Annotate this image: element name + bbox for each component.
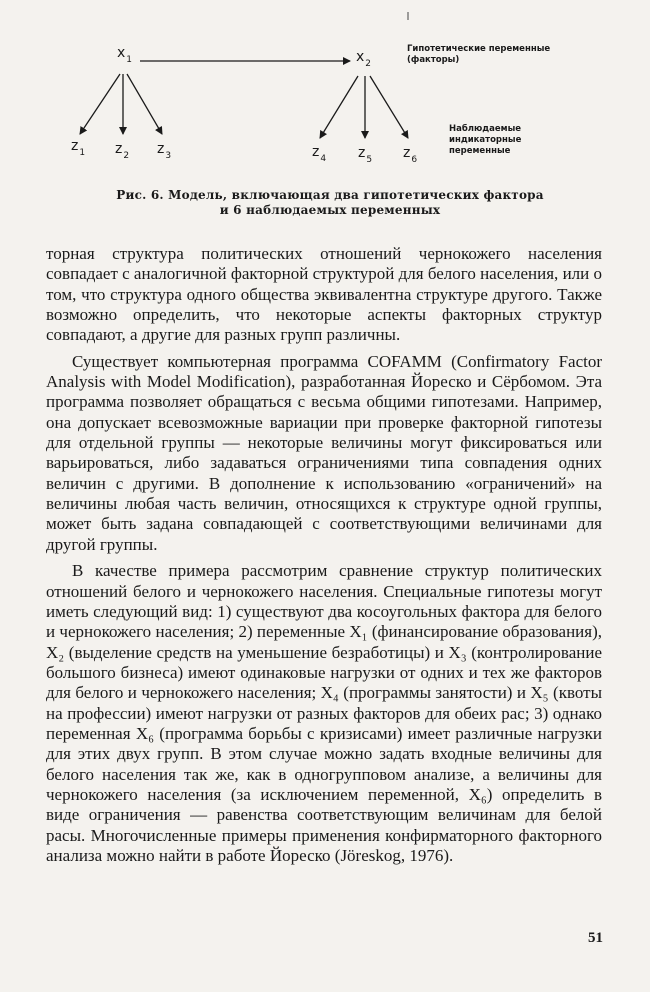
paragraph: В качестве примера рассмотрим сравнение структур политических отношений белого и чернокожего населения. Специальные гипотезы могут иметь следующий вид: 1) существуют два косоугольных фактора для белого и чернокожего населения; 2) переменные X₁ (финансирование образования), X₂ (выделение средств на уменьшение безработицы) и X₃ (контролирование большого бизнеса) имеют одинаковые нагрузки от одних и тех же факторов для белого и чернокожего населения; X₄ (программы занятости) и X₅ (квоты на профессии) имеют нагрузки от разных факторов для обеих рас; 3) однако переменная X₆ (программа борьбы с кризисами) имеет различные нагрузки для этих двух групп. В этом случае можно задать входные величины для белого населения так же, как в одногрупповом анализе, а величины для чернокожего населения (за исключением переменной, X₆) определить в виде ограничения — равенства соответствующим величинам для белой расы. Многочисленные примеры применения конфирматорного факторного анализа можно найти в работе Йореско (Jöreskog, 1976). — [46, 561, 602, 865]
figure-caption: Рис. 6. Модель, включающая два гипотетических фактора и 6 наблюдаемых переменных — [116, 188, 544, 217]
node-z3: $z_3$ — [157, 141, 172, 161]
hypothetical-variables-label: Гипотетические переменные (факторы) — [407, 44, 551, 65]
node-z4: $z_4$ — [312, 144, 327, 164]
node-x2: $x_2$ — [356, 49, 372, 69]
paragraph: торная структура политических отношений чернокожего населения совпадает с аналогичной факторной структурой для белого населения, или о том, что структура одного общества эквивалентна структуре другого. Также возможно определить, что некоторые аспекты факторных структур совпадают, а другие для разных групп различны. — [46, 244, 602, 345]
observed-variables-label: Наблюдаемые индикаторные переменные — [449, 124, 522, 156]
arrow-x1-z3 — [127, 74, 162, 134]
node-x1: $x_1$ — [117, 45, 133, 65]
node-z2: $z_2$ — [115, 141, 130, 161]
body-text — [46, 244, 602, 872]
page-number: 51 — [588, 930, 603, 946]
arrow-x1-z1 — [80, 74, 120, 134]
factor-model-figure — [0, 0, 650, 230]
node-z1: $z_1$ — [71, 138, 86, 158]
node-z6: $z_6$ — [403, 145, 418, 165]
node-z5: $z_5$ — [358, 145, 373, 165]
paragraph: Существует компьютерная программа COFAMM (Confirmatory Factor Analysis with Model Modification), разработанная Йореско и Сёрбомом. Эта программа позволяет обращаться с весьма общими гипотезами. Например, она допускает всевозможные вариации при проверке факторной гипотезы для отдельной группы — некоторые величины могут фиксироваться или варьироваться, либо задаваться ограничениями типа совпадения одних величин с другими. В дополнение к использованию «ограничений» на величины любая часть величин, относящихся к структуре одной группы, может быть задана совпадающей с соответствующими величинами для другой группы. — [46, 351, 602, 554]
arrow-x2-z6 — [370, 76, 408, 138]
arrow-x2-z4 — [320, 76, 358, 138]
